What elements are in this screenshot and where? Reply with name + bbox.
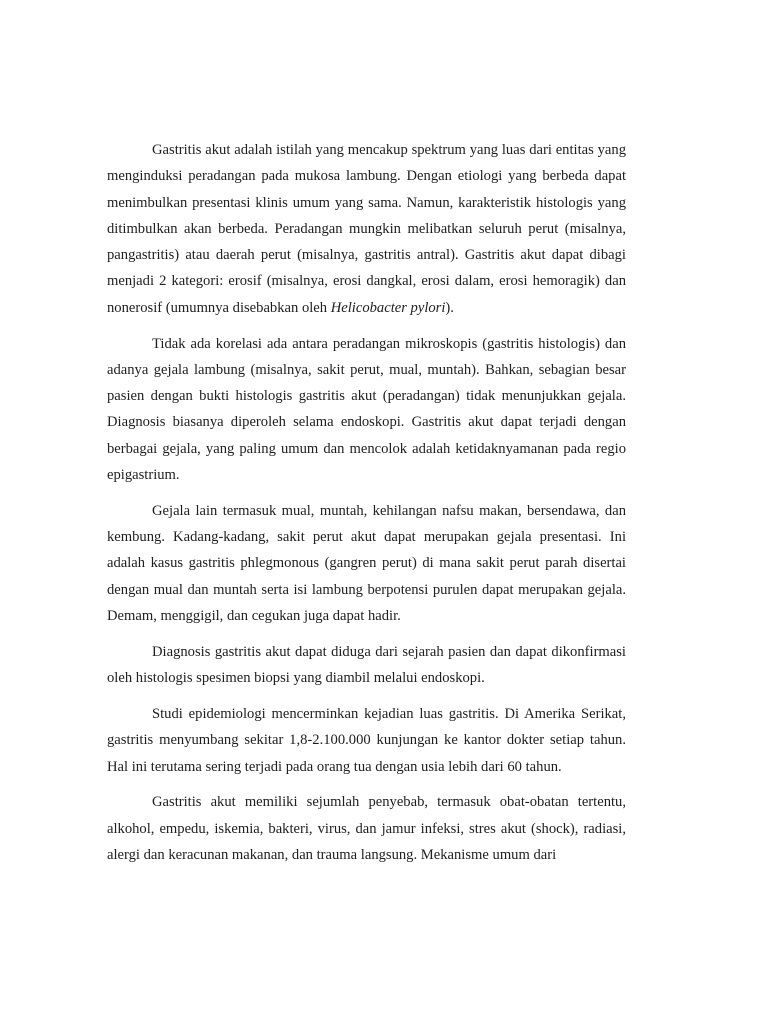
- paragraph-1: [107, 137, 626, 321]
- paragraph-4: Diagnosis gastritis akut dapat diduga dari sejarah pasien dan dapat dikonfirmasi oleh histologis spesimen biopsi yang diambil melalui endoskopi.: [107, 643, 626, 687]
- paragraph-2: Tidak ada korelasi ada antara peradangan mikroskopis (gastritis histologis) dan adanya gejala lambung (misalnya, sakit perut, mual, muntah). Bahkan, sebagian besar pasien dengan bukti histologis gastritis akut (peradangan) tidak menunjukkan gejala. Diagnosis biasanya diperoleh selama endoskopi. Gastritis akut dapat terjadi dengan berbagai gejala, yang paling umum dan mencolok adalah ketidaknyamanan pada regio epigastrium.: [107, 335, 626, 484]
- paragraph-6: Gastritis akut memiliki sejumlah penyebab, termasuk obat-obatan tertentu, alkohol, empedu, iskemia, bakteri, virus, dan jamur infeksi, stres akut (shock), radiasi, alergi dan keracunan makanan, dan trauma langsung. Mekanisme umum dari: [107, 794, 626, 863]
- paragraph-5: Studi epidemiologi mencerminkan kejadian luas gastritis. Di Amerika Serikat, gastritis menyumbang sekitar 1,8-2.100.000 kunjungan ke kantor dokter setiap tahun. Hal ini terutama sering terjadi pada orang tua dengan usia lebih dari 60 tahun.: [107, 705, 626, 775]
- document-body: [107, 137, 626, 868]
- paragraph-3: Gejala lain termasuk mual, muntah, kehilangan nafsu makan, bersendawa, dan kembung. Kadang-kadang, sakit perut akut dapat merupakan gejala presentasi. Ini adalah kasus gastritis phlegmonous (gangren perut) di mana sakit perut parah disertai dengan mual dan muntah serta isi lambung berpotensi purulen dapat merupakan gejala. Demam, menggigil, dan cegukan juga dapat hadir.: [107, 502, 626, 625]
- paragraph-1-text: Gastritis akut adalah istilah yang mencakup spektrum yang luas dari entitas yang menginduksi peradangan pada mukosa lambung. Dengan etiologi yang berbeda dapat menimbulkan presentasi klinis umum yang sama. Namun, karakteristik histologis yang ditimbulkan akan berbeda. Peradangan mungkin melibatkan seluruh perut (misalnya, pangastritis) atau daerah perut (misalnya, gastritis antral). Gastritis akut dapat dibagi menjadi 2 kategori: erosif (misalnya, erosi dangkal, erosi dalam, erosi hemoragik) dan nonerosif (umumnya disebabkan oleh: [107, 142, 626, 316]
- paragraph-1-italic-term: Helicobacter pylori: [330, 299, 446, 316]
- paragraph-1-text-end: ).: [445, 299, 454, 316]
